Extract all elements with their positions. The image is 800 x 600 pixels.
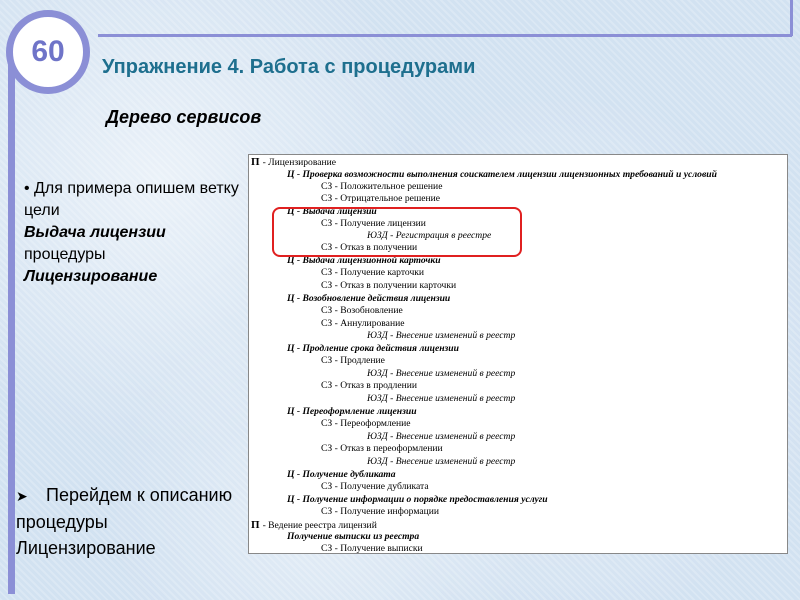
tree-row: СЗ - Аннулирование (321, 318, 405, 329)
tree-row: СЗ - Отрицательное решение (321, 193, 441, 204)
tree-row: ЮЗД - Внесение изменений в реестр (367, 368, 516, 379)
tree-row: Ц - Выдача лицензионной карточки (287, 255, 441, 266)
tree-row: Ц - Проверка возможности выполнения соискателем лицензии лицензионных требований и условий (287, 169, 717, 180)
slide-number-badge (6, 10, 90, 94)
tree-row: ЮЗД - Внесение изменений в реестр (367, 431, 516, 442)
tree-row: СЗ - Получение информации (321, 506, 439, 517)
next-step-text: Перейдем к описанию процедуры Лицензирование (16, 485, 233, 558)
tree-row: СЗ - Отказ в продлении (321, 380, 417, 391)
example-description (24, 178, 246, 288)
example-procedure: Лицензирование (24, 268, 158, 285)
tree-row: Ц - Переоформление лицензии (287, 406, 417, 417)
tree-row: СЗ - Получение лицензии (321, 218, 426, 229)
tree-row: Ц - Возобновление действия лицензии (287, 293, 451, 304)
tree-row: ЮЗД - Внесение изменений в реестр (367, 456, 516, 467)
example-goal: Выдача лицензии (24, 224, 166, 241)
tree-row: СЗ - Переоформление (321, 418, 411, 429)
arrow-bullet-icon: ➤ (16, 488, 28, 504)
tree-root-marker: П (251, 156, 260, 168)
example-line-1: • Для примера опишем ветку цели (24, 180, 239, 219)
tree-row: СЗ - Возобновление (321, 305, 403, 316)
slide-title: Упражнение 4. Работа с процедурами (102, 56, 476, 78)
tree-root-label: - Ведение реестра лицензий (262, 520, 377, 531)
frame-left-bar (8, 42, 15, 594)
tree-row: СЗ - Отказ в получении карточки (321, 280, 457, 291)
tree-row: Ц - Продление срока действия лицензии (287, 343, 459, 354)
tree-row: СЗ - Отказ в получении (321, 242, 418, 253)
tree-row: Ц - Выдача лицензии (287, 206, 377, 217)
example-line-2: процедуры (24, 246, 106, 263)
tree-row: ЮЗД - Регистрация в реестре (367, 230, 492, 241)
tree-row (251, 156, 336, 169)
goal-highlight-outline (272, 207, 522, 257)
tree-row: СЗ - Отказ в переоформлении (321, 443, 443, 454)
slide-subtitle: Дерево сервисов (106, 107, 262, 127)
tree-row: СЗ - Получение выписки (321, 543, 423, 554)
tree-row: СЗ - Положительное решение (321, 181, 443, 192)
tree-row: ЮЗД - Внесение изменений в реестр (367, 330, 516, 341)
slide-number: 60 (31, 35, 65, 68)
tree-row: ЮЗД - Внесение изменений в реестр (367, 393, 516, 404)
tree-row: СЗ - Получение карточки (321, 267, 425, 278)
tree-row: Ц - Получение информации о порядке предоставления услуги (287, 494, 548, 505)
frame-right-bar (790, 0, 793, 36)
tree-row: СЗ - Получение дубликата (321, 481, 429, 492)
tree-row: Ц - Получение дубликата (287, 469, 396, 480)
frame-top-bar (98, 34, 792, 37)
tree-row: Получение выписки из реестра (287, 531, 420, 542)
tree-row: СЗ - Продление (321, 355, 385, 366)
tree-root-label: - Лицензирование (262, 157, 337, 168)
tree-root-marker: П (251, 519, 260, 531)
next-step-note (16, 482, 236, 561)
